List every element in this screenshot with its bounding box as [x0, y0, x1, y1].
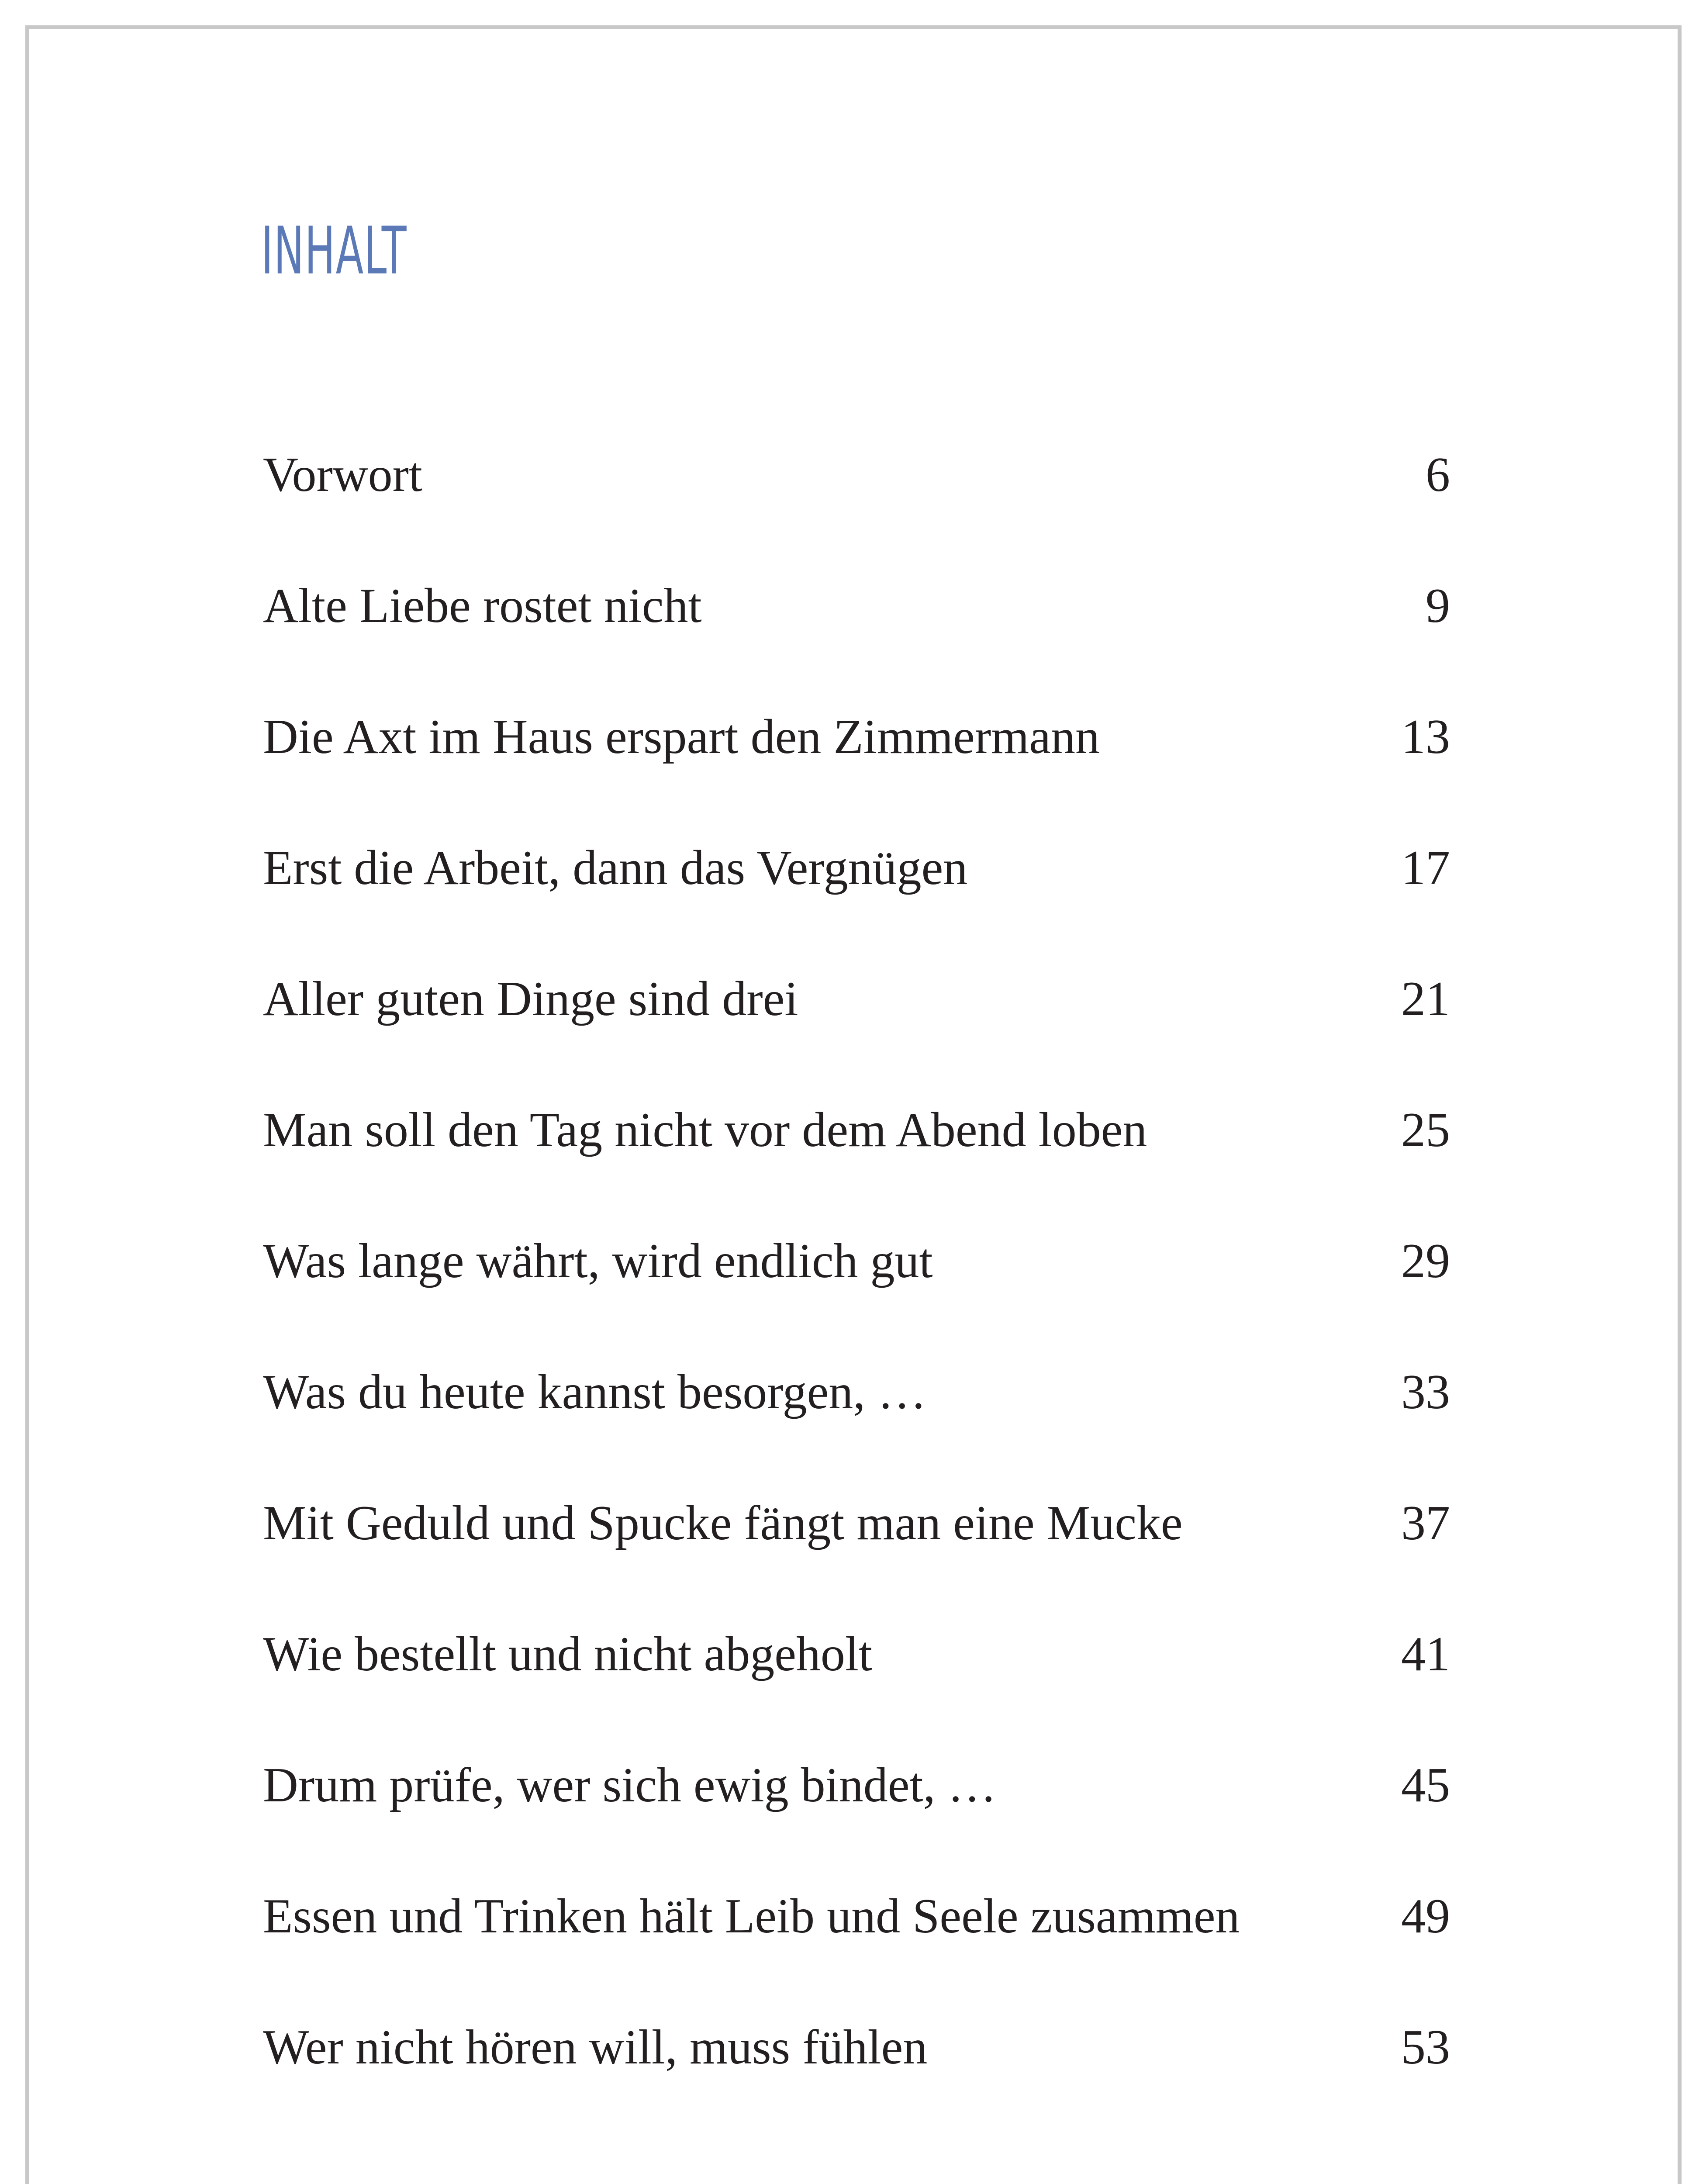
toc-entry-title: Erst die Arbeit, dann das Vergnügen [263, 841, 968, 895]
toc-entry-page: 25 [1401, 1103, 1450, 1157]
toc-entry-page: 9 [1426, 579, 1450, 633]
toc-entry-page: 13 [1401, 710, 1450, 764]
toc-entry-title: Mit Geduld und Spucke fängt man eine Mucke [263, 1496, 1183, 1550]
toc-entry-title: Alte Liebe rostet nicht [263, 579, 702, 633]
toc-entry[interactable] [263, 834, 1450, 965]
toc-entry[interactable] [263, 1752, 1450, 1883]
toc-entry-title: Aller guten Dinge sind drei [263, 972, 798, 1026]
table-of-contents [263, 441, 1450, 2145]
toc-entry-page: 53 [1401, 2020, 1450, 2074]
toc-entry-title: Wie bestellt und nicht abgeholt [263, 1627, 873, 1681]
toc-entry[interactable] [263, 965, 1450, 1096]
toc-entry[interactable] [263, 1358, 1450, 1489]
toc-entry-title: Drum prüfe, wer sich ewig bindet, … [263, 1758, 997, 1812]
toc-entry[interactable] [263, 2014, 1450, 2145]
toc-entry-page: 45 [1401, 1758, 1450, 1812]
toc-entry-title: Man soll den Tag nicht vor dem Abend loben [263, 1103, 1147, 1157]
toc-entry-title: Was du heute kannst besorgen, … [263, 1365, 927, 1419]
toc-entry[interactable] [263, 1227, 1450, 1358]
toc-entry-title: Was lange währt, wird endlich gut [263, 1234, 933, 1288]
toc-entry-title: Vorwort [263, 448, 423, 502]
toc-entry-page: 41 [1401, 1627, 1450, 1681]
toc-entry-page: 33 [1401, 1365, 1450, 1419]
toc-entry-title: Essen und Trinken hält Leib und Seele zusammen [263, 1889, 1240, 1943]
toc-entry-title: Wer nicht hören will, muss fühlen [263, 2020, 928, 2074]
toc-entry[interactable] [263, 1883, 1450, 2014]
toc-entry-page: 37 [1401, 1496, 1450, 1550]
toc-entry[interactable] [263, 703, 1450, 834]
toc-entry-page: 49 [1401, 1889, 1450, 1943]
toc-entry[interactable] [263, 441, 1450, 572]
toc-entry[interactable] [263, 1621, 1450, 1752]
toc-entry-title: Die Axt im Haus erspart den Zimmermann [263, 710, 1100, 764]
toc-entry[interactable] [263, 1096, 1450, 1227]
toc-entry-page: 6 [1426, 448, 1450, 502]
toc-entry[interactable] [263, 572, 1450, 703]
toc-entry-page: 17 [1401, 841, 1450, 895]
page-title: INHALT [261, 213, 407, 289]
toc-entry-page: 21 [1401, 972, 1450, 1026]
toc-entry-page: 29 [1401, 1234, 1450, 1288]
toc-entry[interactable] [263, 1489, 1450, 1621]
